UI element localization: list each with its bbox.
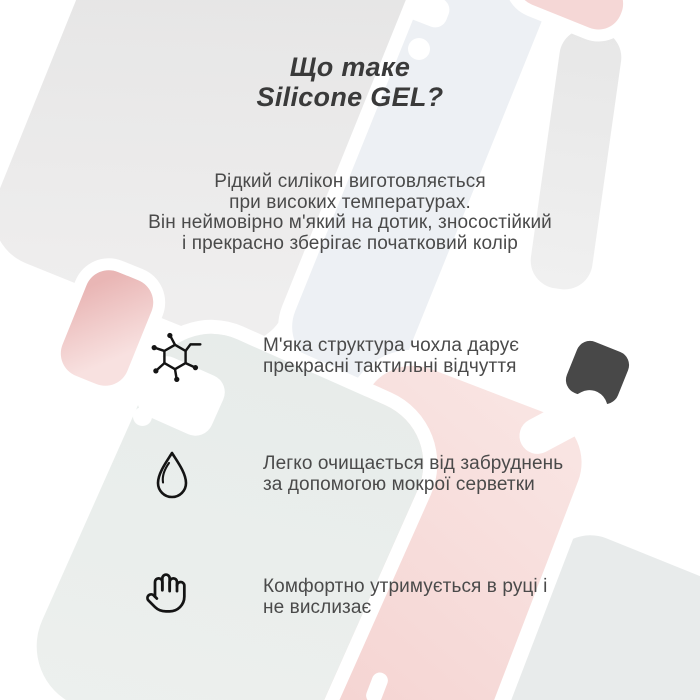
feature-text-softness [263, 336, 593, 377]
feature-line: за допомогою мокрої серветки [263, 473, 535, 495]
page-title [0, 52, 700, 112]
feature-line: прекрасні тактильні відчуття [263, 355, 517, 377]
feature-line: Легко очищається від забруднень [263, 453, 564, 474]
intro-line: при високих температурах. [229, 191, 471, 213]
feature-text-grip [263, 577, 593, 618]
title-line-2: Silicone GEL? [256, 82, 444, 112]
feature-line: М'яка структура чохла дарує [263, 335, 520, 356]
intro-line: Рідкий силікон виготовляється [214, 171, 486, 192]
intro-paragraph [0, 172, 700, 254]
hand-icon [144, 569, 188, 622]
droplet-icon [152, 449, 192, 508]
title-line-1: Що таке [289, 52, 411, 82]
feature-text-cleaning [263, 454, 593, 495]
feature-line: Комфортно утримується в руці і [263, 576, 548, 597]
intro-line: Він неймовірно м'який на дотик, зносостійкий [148, 212, 552, 233]
feature-line: не вислизає [263, 596, 372, 618]
intro-line: і прекрасно зберігає початковий колір [182, 232, 518, 254]
molecule-icon [144, 327, 206, 392]
